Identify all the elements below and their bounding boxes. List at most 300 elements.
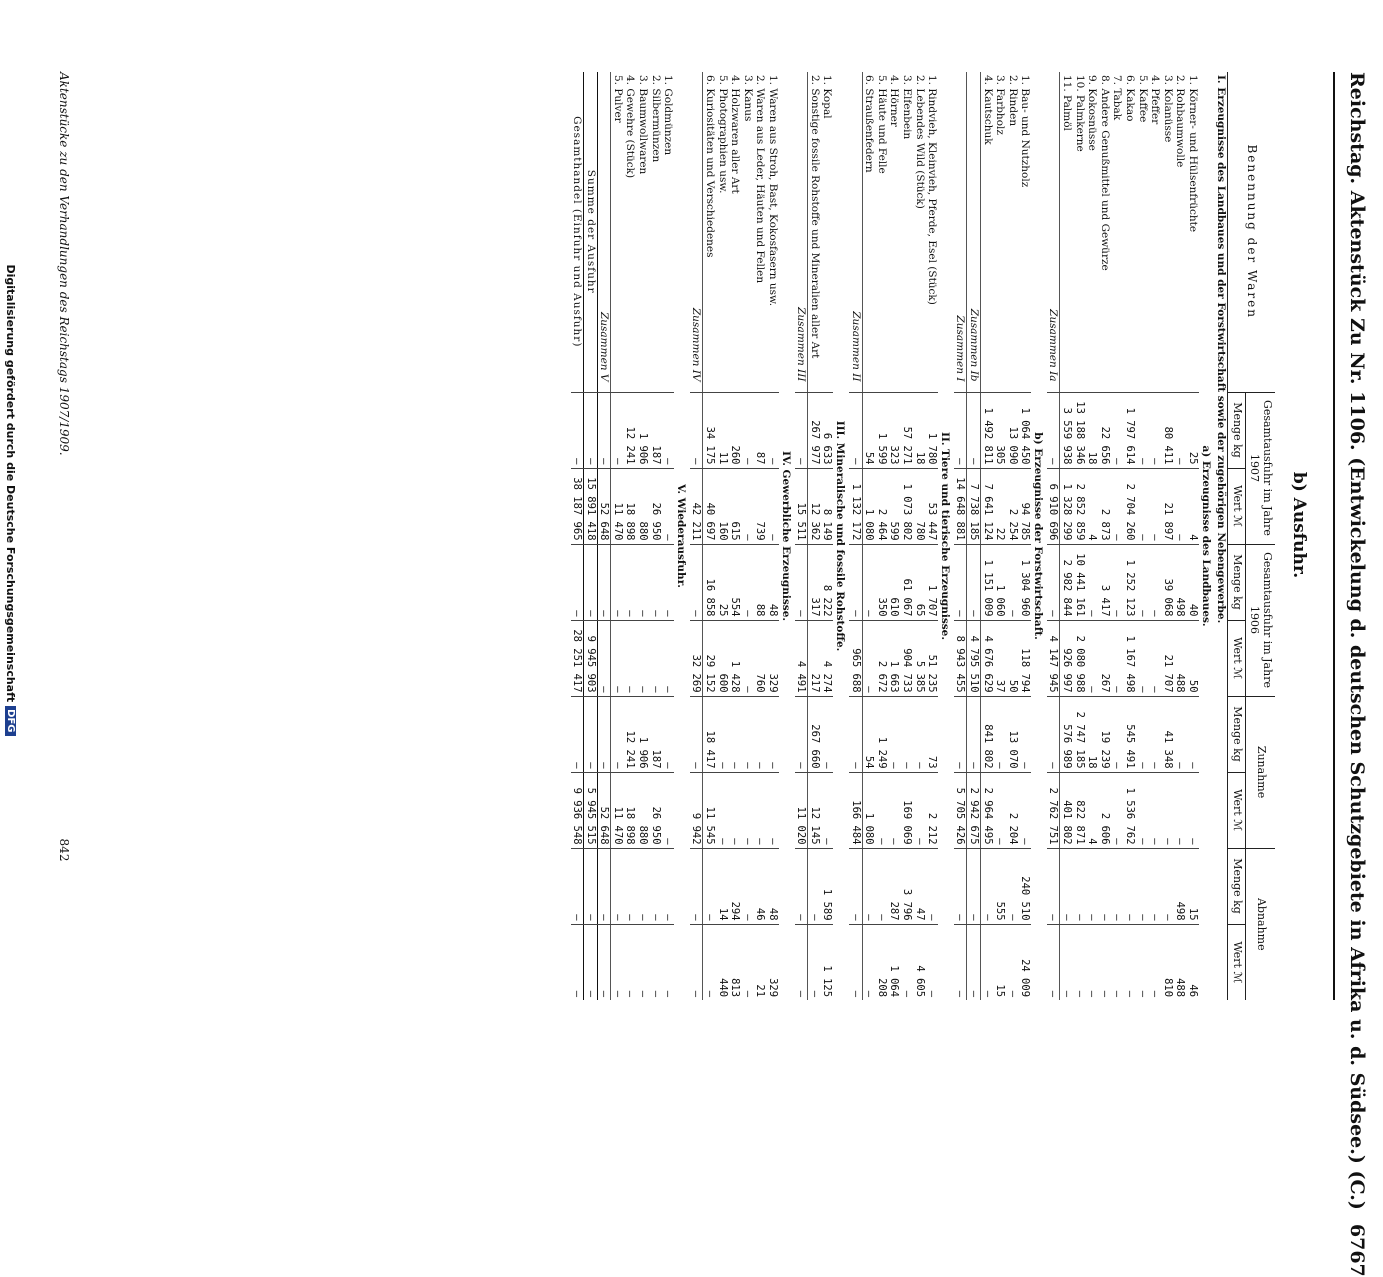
table-row: [1019, 72, 1032, 1000]
table-cell: —: [597, 544, 611, 620]
dfg-logo: DFG: [6, 706, 17, 735]
table-cell: 187: [649, 696, 662, 772]
table-cell: 498: [1174, 848, 1187, 924]
table-cell: 8 222: [821, 544, 834, 620]
table-cell: 160: [716, 468, 729, 544]
table-cell: 329: [766, 924, 779, 1000]
table-row-sum: [849, 72, 862, 1000]
table-cell: —: [741, 696, 754, 772]
table-cell: —: [795, 924, 808, 1000]
table-cell: —: [597, 620, 611, 696]
table-cell: —: [888, 696, 901, 772]
row-label: 1. Körner- und Hülsenfrüchte: [1187, 75, 1200, 233]
table-cell: —: [611, 848, 624, 924]
table-cell: —: [766, 772, 779, 848]
header-title: Reichstag. Aktenstück Zu Nr. 1106. (Entwickelung d. deutschen Schutzgebiete in Afrika u. d. Südsee.) (C.): [1346, 72, 1368, 1210]
table-cell: 1 328 299: [1060, 468, 1073, 544]
footer-page-number: 842: [57, 838, 71, 862]
table-cell: 610: [888, 544, 901, 620]
table-cell: —: [716, 696, 729, 772]
table-row: [741, 72, 754, 1000]
table-row: [1149, 72, 1162, 1000]
table-cell: 1 252 123: [1123, 544, 1136, 620]
table-cell: —: [766, 468, 779, 544]
table-cell: —: [1111, 620, 1124, 696]
table-cell: —: [1047, 544, 1060, 620]
table-cell: 65: [913, 544, 926, 620]
table-cell: —: [1136, 468, 1149, 544]
table-cell: —: [1006, 848, 1019, 924]
table-cell: —: [900, 924, 913, 1000]
table-cell: —: [1086, 924, 1099, 1000]
table-cell: 208: [875, 924, 888, 1000]
table-cell: 4 274: [821, 620, 834, 696]
table-cell: 38 187 965: [571, 468, 584, 544]
table-cell: 21: [754, 924, 767, 1000]
table-row-sum: [1047, 72, 1060, 1000]
table-cell: 401 802: [1060, 772, 1073, 848]
table-cell: —: [624, 620, 637, 696]
table-cell: 11 470: [611, 772, 624, 848]
table-cell: 39 068: [1161, 544, 1174, 620]
table-cell: 12 241: [624, 392, 637, 468]
table-cell: —: [1136, 848, 1149, 924]
table-cell: —: [729, 772, 742, 848]
table-cell: —: [690, 924, 703, 1000]
table-row: [1161, 72, 1174, 1000]
table-cell: —: [1149, 392, 1162, 468]
table-cell: 1 167 498: [1123, 620, 1136, 696]
table-cell: 14 648 881: [954, 468, 967, 544]
table-cell: 18: [913, 392, 926, 468]
table-cell: —: [637, 544, 650, 620]
table-cell: 2 212: [926, 772, 939, 848]
table-cell: 12 362: [808, 468, 821, 544]
table-cell: —: [741, 848, 754, 924]
table-cell: 54: [862, 392, 875, 468]
table-cell: —: [662, 696, 675, 772]
table-cell: 880: [637, 772, 650, 848]
table-row-sum: [597, 72, 611, 1000]
table-cell: —: [1086, 848, 1099, 924]
table-cell: —: [967, 696, 981, 772]
table-cell: 52 648: [597, 772, 611, 848]
table-row: [994, 72, 1007, 1000]
footer-source-note: Aktenstücke zu den Verhandlungen des Reichstags 1907/1909.: [57, 72, 71, 456]
column-header-value: Wert ℳ: [1228, 772, 1246, 848]
table-cell: —: [716, 772, 729, 848]
table-cell: 780: [913, 468, 926, 544]
table-cell: —: [662, 544, 675, 620]
table-cell: 26 950: [649, 772, 662, 848]
table-cell: 1 906: [637, 392, 650, 468]
table-row: [980, 72, 993, 1000]
table-cell: 11: [716, 392, 729, 468]
table-cell: 1 492 811: [980, 392, 993, 468]
table-cell: 16 858: [703, 544, 716, 620]
row-label: Zusammen V: [597, 72, 611, 392]
table-cell: 240 510: [1019, 848, 1032, 924]
table-row: [1006, 72, 1019, 1000]
table-cell: 965 688: [849, 620, 862, 696]
table-cell: 305: [994, 392, 1007, 468]
table-cell: —: [875, 848, 888, 924]
row-label: 4. Pfeffer: [1149, 75, 1162, 125]
table-cell: 2 942 675: [967, 772, 981, 848]
table-cell: —: [1111, 772, 1124, 848]
table-cell: 42 211: [690, 468, 703, 544]
table-cell: 57 271: [900, 392, 913, 468]
table-cell: 50: [1006, 620, 1019, 696]
table-cell: 9 942: [690, 772, 703, 848]
table-cell: —: [1019, 772, 1032, 848]
table-cell: 32 269: [690, 620, 703, 696]
table-cell: 46: [754, 848, 767, 924]
table-row: [808, 72, 821, 1000]
row-label: 4. Gewehre (Stück): [624, 75, 637, 179]
table-cell: —: [849, 848, 862, 924]
table-cell: —: [571, 696, 584, 772]
row-label: 5. Pulver: [611, 75, 624, 123]
table-cell: 118 794: [1019, 620, 1032, 696]
table-cell: —: [1149, 544, 1162, 620]
table-cell: —: [967, 924, 981, 1000]
table-cell: 267: [1098, 620, 1111, 696]
table-cell: —: [1149, 620, 1162, 696]
row-label: Zusammen III: [795, 72, 808, 392]
row-label: 2. Lebendes Wild (Stück): [913, 75, 926, 209]
row-label: b) Erzeugnisse der Forstwirtschaft.: [1031, 432, 1044, 640]
table-row-group: [1215, 72, 1228, 1000]
table-cell: —: [571, 924, 584, 1000]
table-cell: 10 441 161: [1073, 544, 1086, 620]
table-row: [754, 72, 767, 1000]
table-row: [1123, 72, 1136, 1000]
table-cell: 80 411: [1161, 392, 1174, 468]
table-cell: 267 977: [808, 392, 821, 468]
table-cell: —: [611, 696, 624, 772]
table-cell: 1 589: [821, 848, 834, 924]
table-cell: —: [649, 848, 662, 924]
table-cell: 3 796: [900, 848, 913, 924]
table-row: [1136, 72, 1149, 1000]
table-cell: 2 747 185: [1073, 696, 1086, 772]
table-cell: 1 599: [875, 392, 888, 468]
table-cell: 18: [1086, 392, 1099, 468]
table-cell: 841 802: [980, 696, 993, 772]
table-cell: 1 707: [926, 544, 939, 620]
table-cell: 323: [888, 392, 901, 468]
table-cell: 169 069: [900, 772, 913, 848]
table-cell: 15 511: [795, 468, 808, 544]
column-header-name: Benennung der Waren: [1228, 72, 1275, 392]
table-cell: 317: [808, 544, 821, 620]
column-group-1906: Gesamtausfuhr im Jahre 1906: [1245, 544, 1275, 696]
table-cell: —: [766, 392, 779, 468]
table-cell: 1 797 614: [1123, 392, 1136, 468]
table-cell: 615: [729, 468, 742, 544]
column-header-value: Wert ℳ: [1228, 468, 1246, 544]
table-cell: 1 536 762: [1123, 772, 1136, 848]
table-cell: —: [1086, 620, 1099, 696]
table-cell: —: [766, 696, 779, 772]
table-cell: —: [571, 848, 584, 924]
table-cell: 12 241: [624, 696, 637, 772]
table-row-heading: [1031, 72, 1047, 1000]
table-cell: 1 080: [862, 468, 875, 544]
table-row: [1174, 72, 1187, 1000]
digitization-text: Digitalisierung gefördert durch die Deutsche Forschungsgemeinschaft: [4, 264, 18, 703]
table-row: [716, 72, 729, 1000]
table-cell: 4: [1086, 772, 1099, 848]
table-cell: 53 447: [926, 468, 939, 544]
row-label: 3. Farbholz: [994, 75, 1007, 135]
row-label: 1. Kopal: [821, 75, 834, 119]
table-cell: —: [1149, 696, 1162, 772]
table-cell: —: [662, 924, 675, 1000]
row-label: Zusammen Ib: [967, 72, 981, 392]
table-cell: 40 697: [703, 468, 716, 544]
table-cell: 813: [729, 924, 742, 1000]
table-cell: 4 605: [913, 924, 926, 1000]
table-cell: 440: [716, 924, 729, 1000]
row-label: IV. Gewerbliche Erzeugnisse.: [779, 450, 792, 622]
table-cell: 1 064: [888, 924, 901, 1000]
table-cell: —: [913, 696, 926, 772]
table-row: [1111, 72, 1124, 1000]
table-row-sum: [795, 72, 808, 1000]
table-cell: 51 235: [926, 620, 939, 696]
table-cell: —: [888, 772, 901, 848]
table-row: [611, 72, 624, 1000]
table-cell: —: [1111, 696, 1124, 772]
table-cell: —: [1136, 772, 1149, 848]
table-row: [662, 72, 675, 1000]
table-cell: 2 672: [875, 620, 888, 696]
table-cell: 1 780: [926, 392, 939, 468]
table-row: [900, 72, 913, 1000]
table-cell: —: [611, 544, 624, 620]
table-cell: —: [980, 848, 993, 924]
page-header: [1337, 72, 1377, 1277]
row-label: 3. Baumwollwaren: [637, 75, 650, 175]
table-cell: 13 070: [1006, 696, 1019, 772]
table-row: [1086, 72, 1099, 1000]
table-cell: —: [703, 848, 716, 924]
table-cell: —: [637, 848, 650, 924]
row-label: 2. Rinden: [1006, 75, 1019, 127]
row-label: Zusammen IV: [690, 72, 703, 392]
table-cell: 2 852 859: [1073, 468, 1086, 544]
table-cell: —: [862, 848, 875, 924]
table-cell: —: [649, 924, 662, 1000]
table-cell: 11 470: [611, 468, 624, 544]
header-page-number: 6767: [1346, 1223, 1368, 1277]
table-cell: —: [1149, 468, 1162, 544]
row-label: Summe der Ausfuhr: [584, 72, 598, 392]
table-cell: —: [808, 848, 821, 924]
table-cell: —: [1047, 392, 1060, 468]
table-cell: —: [741, 392, 754, 468]
table-cell: —: [821, 772, 834, 848]
table-cell: —: [954, 544, 967, 620]
table-cell: —: [795, 696, 808, 772]
table-cell: —: [741, 924, 754, 1000]
table-cell: 25: [1186, 392, 1199, 468]
row-label: II. Tiere und tierische Erzeugnisse.: [938, 432, 951, 641]
table-cell: 1 663: [888, 620, 901, 696]
table-row: [1186, 72, 1199, 1000]
column-header-quantity: Menge kg: [1228, 544, 1246, 620]
table-cell: —: [624, 848, 637, 924]
table-cell: 260: [729, 392, 742, 468]
row-label: 6. Straußenfedern: [863, 75, 876, 173]
table-cell: 187: [649, 392, 662, 468]
table-cell: 329: [766, 620, 779, 696]
column-group-1907: Gesamtausfuhr im Jahre 1907: [1245, 392, 1275, 544]
table-row-heading: [1199, 72, 1215, 1000]
table-cell: 498: [1174, 544, 1187, 620]
table-cell: —: [913, 772, 926, 848]
table-cell: 1 428: [729, 620, 742, 696]
table-cell: —: [584, 924, 598, 1000]
table-cell: 2 204: [1006, 772, 1019, 848]
export-table: [571, 72, 1275, 1000]
table-cell: —: [795, 392, 808, 468]
table-cell: —: [1174, 468, 1187, 544]
row-label: 3. Kolanüsse: [1161, 75, 1174, 143]
table-cell: —: [1073, 848, 1086, 924]
table-cell: 1 249: [875, 696, 888, 772]
table-cell: 287: [888, 848, 901, 924]
table-row-heading: [779, 72, 795, 1000]
table-cell: 11 020: [795, 772, 808, 848]
table-cell: 26 950: [649, 468, 662, 544]
table-cell: —: [584, 392, 598, 468]
table-cell: —: [1098, 924, 1111, 1000]
table-row: [729, 72, 742, 1000]
table-cell: —: [862, 544, 875, 620]
table-cell: —: [1123, 924, 1136, 1000]
table-cell: 2 080 988: [1073, 620, 1086, 696]
row-label: 5. Häute und Felle: [875, 75, 888, 174]
row-label: Zusammen Ia: [1047, 72, 1060, 392]
table-cell: —: [597, 392, 611, 468]
table-cell: 599: [888, 468, 901, 544]
table-cell: —: [1111, 848, 1124, 924]
table-cell: —: [624, 544, 637, 620]
table-row: [926, 72, 939, 1000]
table-cell: 48: [766, 544, 779, 620]
table-cell: —: [597, 696, 611, 772]
table-cell: 94 785: [1019, 468, 1032, 544]
table-cell: —: [1086, 544, 1099, 620]
table-cell: —: [649, 620, 662, 696]
table-cell: 5 705 426: [954, 772, 967, 848]
table-row: [1060, 72, 1073, 1000]
table-cell: 15: [994, 924, 1007, 1000]
column-header-quantity: Menge kg: [1228, 848, 1246, 924]
table-cell: —: [571, 544, 584, 620]
table-cell: 1 064 450: [1019, 392, 1032, 468]
table-cell: —: [1136, 620, 1149, 696]
table-cell: —: [849, 696, 862, 772]
table-cell: —: [597, 848, 611, 924]
row-label: I. Erzeugnisse des Landbaues und der Forstwirtschaft sowie der zugehörigen Nebengewerbe.: [1215, 75, 1228, 624]
table-cell: —: [741, 544, 754, 620]
table-cell: —: [1006, 544, 1019, 620]
table-cell: 4 795 510: [967, 620, 981, 696]
table-cell: 217: [808, 620, 821, 696]
table-cell: 488: [1174, 620, 1187, 696]
table-cell: 267 660: [808, 696, 821, 772]
table-cell: —: [1136, 696, 1149, 772]
table-cell: 29 152: [703, 620, 716, 696]
table-cell: —: [703, 924, 716, 1000]
row-label: 1. Rindvieh, Kleinvieh, Pferde, Esel (Stück): [926, 75, 939, 305]
table-cell: —: [900, 696, 913, 772]
table-cell: 350: [875, 544, 888, 620]
table-cell: 18: [1086, 696, 1099, 772]
table-cell: 1 125: [821, 924, 834, 1000]
table-cell: —: [1019, 696, 1032, 772]
row-label: 3. Kanus: [741, 75, 754, 122]
table-cell: —: [1047, 696, 1060, 772]
table-row-heading: [833, 72, 849, 1000]
table-row-heading: [674, 72, 690, 1000]
table-cell: —: [875, 772, 888, 848]
table-cell: —: [808, 924, 821, 1000]
table-cell: 1 060: [994, 544, 1007, 620]
row-label: 5. Photographien usw.: [716, 75, 729, 194]
table-cell: —: [1111, 924, 1124, 1000]
table-cell: 4 491: [795, 620, 808, 696]
table-cell: 2 762 751: [1047, 772, 1060, 848]
table-cell: —: [611, 620, 624, 696]
table-cell: —: [1060, 924, 1073, 1000]
row-label: 2. Silbermünzen: [649, 75, 662, 163]
row-label: Zusammen II: [849, 72, 862, 392]
table-cell: —: [662, 848, 675, 924]
table-cell: —: [611, 924, 624, 1000]
table-cell: —: [754, 696, 767, 772]
table-cell: —: [1174, 392, 1187, 468]
table-row: [766, 72, 779, 1000]
row-label: 8. Andere Genußmittel und Gewürze: [1098, 75, 1111, 271]
table-row-sum: [967, 72, 981, 1000]
table-cell: —: [795, 544, 808, 620]
table-cell: —: [1136, 392, 1149, 468]
table-cell: 6 633: [821, 392, 834, 468]
table-row: [888, 72, 901, 1000]
table-cell: 2 704 260: [1123, 468, 1136, 544]
table-cell: 13 188 346: [1073, 392, 1086, 468]
table-cell: —: [690, 848, 703, 924]
table-cell: —: [967, 848, 981, 924]
table-cell: —: [662, 772, 675, 848]
table-cell: —: [1047, 924, 1060, 1000]
table-cell: 166 484: [849, 772, 862, 848]
row-label: 6. Kakao: [1124, 75, 1137, 122]
table-row: [821, 72, 834, 1000]
table-row: [703, 72, 716, 1000]
table-cell: —: [649, 544, 662, 620]
table-cell: 61 067: [900, 544, 913, 620]
table-cell: 7 738 185: [967, 468, 981, 544]
table-cell: 576 989: [1060, 696, 1073, 772]
row-label: Gesamthandel (Einfuhr und Ausfuhr): [571, 72, 584, 392]
table-cell: —: [849, 544, 862, 620]
